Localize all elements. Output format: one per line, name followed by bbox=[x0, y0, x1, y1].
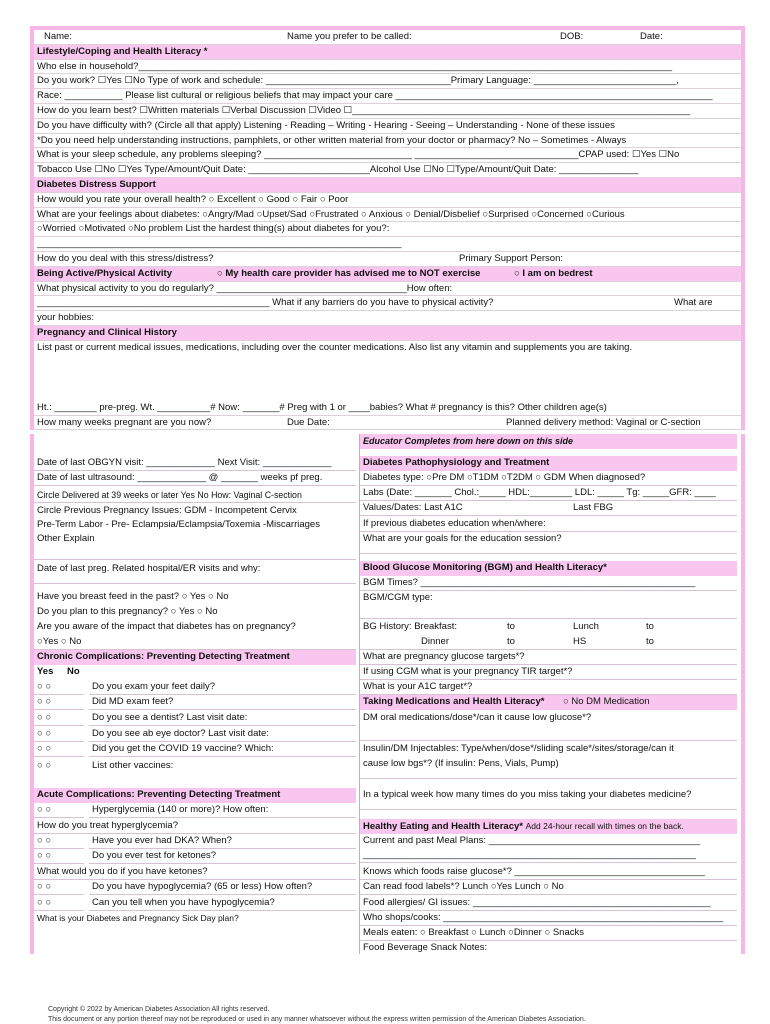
meal-plans-line[interactable]: _______________________________________________________________ bbox=[360, 848, 737, 863]
bg-history-row-2 bbox=[360, 635, 737, 650]
intake-form-top bbox=[30, 26, 745, 430]
labs-field[interactable]: Labs (Date: _______ Chol.:_____ HDL:________ LDL: _____ Tg: _____GFR: ____ bbox=[360, 486, 737, 501]
chronic-question-3: Do you see a dentist? Last visit date: bbox=[89, 711, 356, 726]
lifestyle-line-5[interactable]: Do you have difficulty with? (Circle all that apply) Listening - Reading – Writing - Hearing - Seeing – Understanding - None of these issues bbox=[34, 119, 741, 134]
pregnancy-weeks-row bbox=[34, 416, 741, 431]
sick-day-plan-question[interactable]: What is your Diabetes and Pregnancy Sick Day plan? bbox=[37, 913, 239, 923]
acute-complications-title: Acute Complications: Preventing Detecting Treatment bbox=[34, 788, 356, 803]
insulin-field-line-1[interactable]: Insulin/DM Injectables: Type/when/dose*/sliding scale*/sites/storage/can it bbox=[363, 743, 674, 754]
bg-history-row-1 bbox=[360, 620, 737, 635]
last-a1c-label[interactable]: Values/Dates: Last A1C bbox=[363, 502, 463, 513]
active-line-2 bbox=[34, 296, 741, 311]
delivery-method-label[interactable]: Planned delivery method: Vaginal or C-section bbox=[506, 416, 701, 428]
distress-line-1[interactable]: How would you rate your overall health? ○ Excellent ○ Good ○ Fair ○ Poor bbox=[34, 193, 741, 208]
copyright-line: Copyright © 2022 by American Diabetes Association All rights reserved. bbox=[48, 1006, 270, 1013]
to-label-3: to bbox=[507, 636, 515, 647]
chronic-question-2: Did MD exam feet? bbox=[89, 695, 356, 710]
lifestyle-line-1[interactable]: Who else in household?_____________________________________________________________________________________________________ bbox=[34, 60, 741, 75]
header-row bbox=[34, 30, 741, 45]
chronic-question-6: List other vaccines: bbox=[92, 760, 174, 771]
active-line-1[interactable]: What physical activity to you do regularly? ____________________________________How often: bbox=[34, 282, 741, 297]
permission-line: This document or any portion thereof may not be reproduced or used in any manner whatsoever without the express written permission of the American Diabetes Association. bbox=[48, 1016, 586, 1023]
active-section-title bbox=[34, 267, 741, 282]
oral-medications-field[interactable]: DM oral medications/dose*/can it cause low glucose*? bbox=[360, 711, 737, 741]
to-label-4: to bbox=[646, 636, 654, 647]
insulin-field-line-2[interactable]: cause low bgs*? (If insulin: Pens, Vials, Pump) bbox=[360, 757, 737, 779]
bedrest-option[interactable]: ○ I am on bedrest bbox=[514, 267, 593, 279]
foods-raise-glucose-field[interactable]: Knows which foods raise glucose*? ____________________________________ bbox=[360, 865, 737, 880]
cgm-type-field[interactable]: BGM/CGM type: bbox=[360, 591, 737, 619]
a1c-target-field[interactable]: What is your A1C target*? bbox=[360, 680, 737, 695]
missed-doses-field[interactable]: In a typical week how many times do you miss taking your diabetes medicine? bbox=[360, 788, 737, 810]
previous-education-field[interactable]: If previous diabetes education when/where: bbox=[360, 517, 737, 532]
dinner-label: Dinner bbox=[421, 636, 449, 647]
active-title-text: Being Active/Physical Activity bbox=[37, 267, 172, 279]
distress-line-2[interactable]: What are your feelings about diabetes: ○Angry/Mad ○Upset/Sad ○Frustrated ○ Anxious ○ Denial/Disbelief ○Surprised ○Concerned ○Curious bbox=[34, 208, 741, 223]
chronic-circles-6[interactable]: ○ ○ bbox=[37, 760, 52, 771]
chronic-question-5: Did you get the COVID 19 vaccine? Which: bbox=[89, 742, 356, 757]
lifestyle-line-6[interactable]: *Do you need help understanding instructions, pamphlets, or other written material from your doctor or pharmacy? No – Sometimes - Always bbox=[34, 134, 741, 149]
tir-target-field[interactable]: If using CGM what is your pregnancy TIR target*? bbox=[360, 665, 737, 680]
bgm-times-field[interactable]: BGM Times? ____________________________________________________ bbox=[360, 576, 737, 591]
breastfeed-question[interactable]: Have you breast feed in the past? ○ Yes ○ No bbox=[37, 591, 229, 602]
no-column-header: No bbox=[67, 666, 80, 677]
hs-label: HS bbox=[573, 636, 587, 647]
hypoglycemia-question: Do you have hypoglycemia? (65 or less) How often? bbox=[89, 880, 356, 895]
bg-history-label: BG History: Breakfast: bbox=[363, 621, 457, 632]
lunch-label: Lunch bbox=[573, 621, 599, 632]
bgm-title: Blood Glucose Monitoring (BGM) and Health Literacy* bbox=[360, 561, 737, 576]
to-label-1: to bbox=[507, 621, 515, 632]
ketones-action-question[interactable]: What would you do if you have ketones? bbox=[34, 865, 356, 880]
due-date-label[interactable]: Due Date: bbox=[287, 416, 330, 428]
diabetes-type-field[interactable]: Diabetes type: ○Pre DM ○T1DM ○T2DM ○ GDM When diagnosed? bbox=[360, 471, 737, 486]
recognize-hypoglycemia-question: Can you tell when you have hypoglycemia? bbox=[89, 896, 356, 911]
impact-awareness-options[interactable]: ○Yes ○ No bbox=[34, 635, 356, 650]
pathophysiology-title: Diabetes Pathophysiology and Treatment bbox=[360, 456, 737, 471]
lifestyle-line-2[interactable]: Do you work? ☐Yes ☐No Type of work and schedule: ___________________________________Primary Language: ___________________________, bbox=[34, 74, 741, 89]
shops-cooks-field[interactable]: Who shops/cooks: _____________________________________________________ bbox=[360, 911, 737, 926]
distress-line-3[interactable]: ○Worried ○Motivated ○No problem List the hardest thing(s) about diabetes for you?: bbox=[34, 222, 741, 237]
chronic-complications-title: Chronic Complications: Preventing Detecting Treatment bbox=[34, 650, 356, 665]
weeks-pregnant-question[interactable]: How many weeks pregnant are you now? bbox=[37, 416, 212, 428]
barriers-question[interactable]: ____________________________________________ What if any barriers do you have to physical activity? bbox=[37, 297, 494, 309]
medications-title: Taking Medications and Health Literacy* bbox=[363, 696, 545, 707]
last-fbg-label[interactable]: Last FBG bbox=[573, 502, 614, 513]
date-label[interactable]: Date: bbox=[640, 31, 663, 42]
education-goals-field[interactable]: What are your goals for the education session? bbox=[360, 532, 737, 554]
distress-line-4[interactable]: _____________________________________________________________________ bbox=[34, 237, 741, 252]
ketones-question: Do you ever test for ketones? bbox=[89, 849, 356, 864]
chronic-circles-1[interactable]: ○ ○ bbox=[34, 680, 84, 695]
active-line-3[interactable]: your hobbies: bbox=[34, 311, 741, 326]
lifestyle-line-8[interactable]: Tobacco Use ☐No ☐Yes Type/Amount/Quit Date: _______________________Alcohol Use ☐No ☐Type/Amount/Quit Date: _______________ bbox=[34, 163, 741, 178]
food-labels-field[interactable]: Can read food labels*? Lunch ○Yes Lunch ○ No bbox=[360, 880, 737, 895]
lifestyle-section-title: Lifestyle/Coping and Health Literacy * bbox=[34, 45, 741, 60]
medications-title-row bbox=[360, 695, 737, 710]
eating-title: Healthy Eating and Health Literacy* bbox=[363, 821, 523, 832]
ultrasound-field[interactable]: Date of last ultrasound: _____________ @ _______ weeks pf preg. bbox=[34, 471, 356, 486]
chronic-circles-2[interactable]: ○ ○ bbox=[34, 695, 84, 710]
dob-label[interactable]: DOB: bbox=[560, 31, 584, 42]
beverage-notes-field[interactable]: Food Beverage Snack Notes: bbox=[363, 942, 488, 953]
chronic-circles-3[interactable]: ○ ○ bbox=[34, 711, 84, 726]
chronic-circles-4[interactable]: ○ ○ bbox=[34, 727, 84, 742]
acute-circles-2[interactable]: ○ ○ bbox=[34, 834, 84, 849]
hyperglycemia-question: Hyperglycemia (140 or more)? How often: bbox=[89, 803, 356, 818]
lifestyle-line-4[interactable]: How do you learn best? ☐Written materials ☐Verbal Discussion ☐Video ☐________________________________________________________________ bbox=[34, 104, 741, 119]
pregnancy-section-title: Pregnancy and Clinical History bbox=[34, 326, 741, 341]
treat-hyperglycemia-question[interactable]: How do you treat hyperglycemia? bbox=[34, 819, 356, 834]
hospital-visits-field[interactable]: Date of last preg. Related hospital/ER visits and why: bbox=[34, 562, 356, 584]
meal-plans-field[interactable]: Current and past Meal Plans: ________________________________________ bbox=[363, 835, 701, 846]
plan-breastfeed-question[interactable]: Do you plan to this pregnancy? ○ Yes ○ No bbox=[37, 606, 218, 617]
yes-column-header: Yes bbox=[37, 666, 54, 677]
to-label-2: to bbox=[646, 621, 654, 632]
distress-stress-row bbox=[34, 252, 741, 267]
eating-title-row bbox=[360, 819, 737, 834]
lifestyle-line-7[interactable]: What is your sleep schedule, any problems sleeping? ____________________________ _______________________________CPAP used: ☐Yes ☐No bbox=[34, 148, 741, 163]
two-column-area bbox=[30, 434, 745, 954]
support-person-label[interactable]: Primary Support Person: bbox=[459, 252, 564, 264]
chronic-circles-5[interactable]: ○ ○ bbox=[34, 742, 84, 757]
stress-question[interactable]: How do you deal with this stress/distress? bbox=[37, 252, 214, 264]
hobbies-prefix: What are bbox=[674, 297, 713, 309]
glucose-targets-field[interactable]: What are pregnancy glucose targets*? bbox=[360, 650, 737, 665]
values-row bbox=[360, 501, 737, 516]
pregnancy-intro[interactable]: List past or current medical issues, medications, including over the counter medications. Also list any vitamin and supplements you are taking. bbox=[37, 341, 633, 353]
lifestyle-line-3[interactable]: Race: ___________ Please list cultural or religious beliefs that may impact your care ____________________________________________________________ bbox=[34, 89, 741, 104]
meals-eaten-field[interactable]: Meals eaten: ○ Breakfast ○ Lunch ○Dinner ○ Snacks bbox=[360, 926, 737, 941]
obgyn-visit-field[interactable]: Date of last OBGYN visit: _____________ Next Visit: _____________ bbox=[34, 456, 356, 471]
acute-circles-3[interactable]: ○ ○ bbox=[34, 849, 84, 864]
chronic-question-4: Do you see ab eye doctor? Last visit date: bbox=[89, 727, 356, 742]
chronic-question-1: Do you exam your feet daily? bbox=[89, 680, 356, 695]
acute-circles-1[interactable]: ○ ○ bbox=[34, 803, 84, 818]
no-exercise-option[interactable]: ○ My health care provider has advised me to NOT exercise bbox=[217, 267, 481, 279]
right-border bbox=[741, 434, 745, 954]
preferred-name-label[interactable]: Name you prefer to be called: bbox=[287, 31, 412, 42]
acute-circles-5[interactable]: ○ ○ bbox=[34, 896, 84, 911]
delivery-circle-field[interactable]: Circle Delivered at 39 weeks or later Yes No How: Vaginal C-section bbox=[34, 488, 356, 503]
impact-awareness-question[interactable]: Are you aware of the impact that diabetes has on pregnancy? bbox=[37, 621, 296, 632]
previous-issues-other[interactable]: Other Explain bbox=[34, 532, 356, 560]
previous-issues-line-2[interactable]: Pre-Term Labor - Pre- Eclampsia/Eclampsia/Toxemia -Miscarriages bbox=[37, 519, 320, 530]
dka-question: Have you ever had DKA? When? bbox=[89, 834, 356, 849]
acute-circles-4[interactable]: ○ ○ bbox=[34, 880, 84, 895]
no-medication-option[interactable]: ○ No DM Medication bbox=[563, 696, 650, 707]
name-label[interactable]: Name: bbox=[44, 31, 72, 42]
recall-note: Add 24-hour recall with times on the back. bbox=[525, 821, 684, 831]
previous-issues-line-1[interactable]: Circle Previous Pregnancy Issues: GDM - Incompetent Cervix bbox=[37, 505, 297, 516]
distress-section-title: Diabetes Distress Support bbox=[34, 178, 741, 193]
educator-banner: Educator Completes from here down on this side bbox=[360, 434, 737, 449]
food-allergies-field[interactable]: Food allergies/ GI issues: _____________________________________________ bbox=[360, 896, 737, 911]
pregnancy-ht-row[interactable]: Ht.: ________ pre-preg. Wt. __________# Now: _______# Preg with 1 or ____babies? What # pregnancy is this? Other children age(s) bbox=[34, 401, 741, 416]
